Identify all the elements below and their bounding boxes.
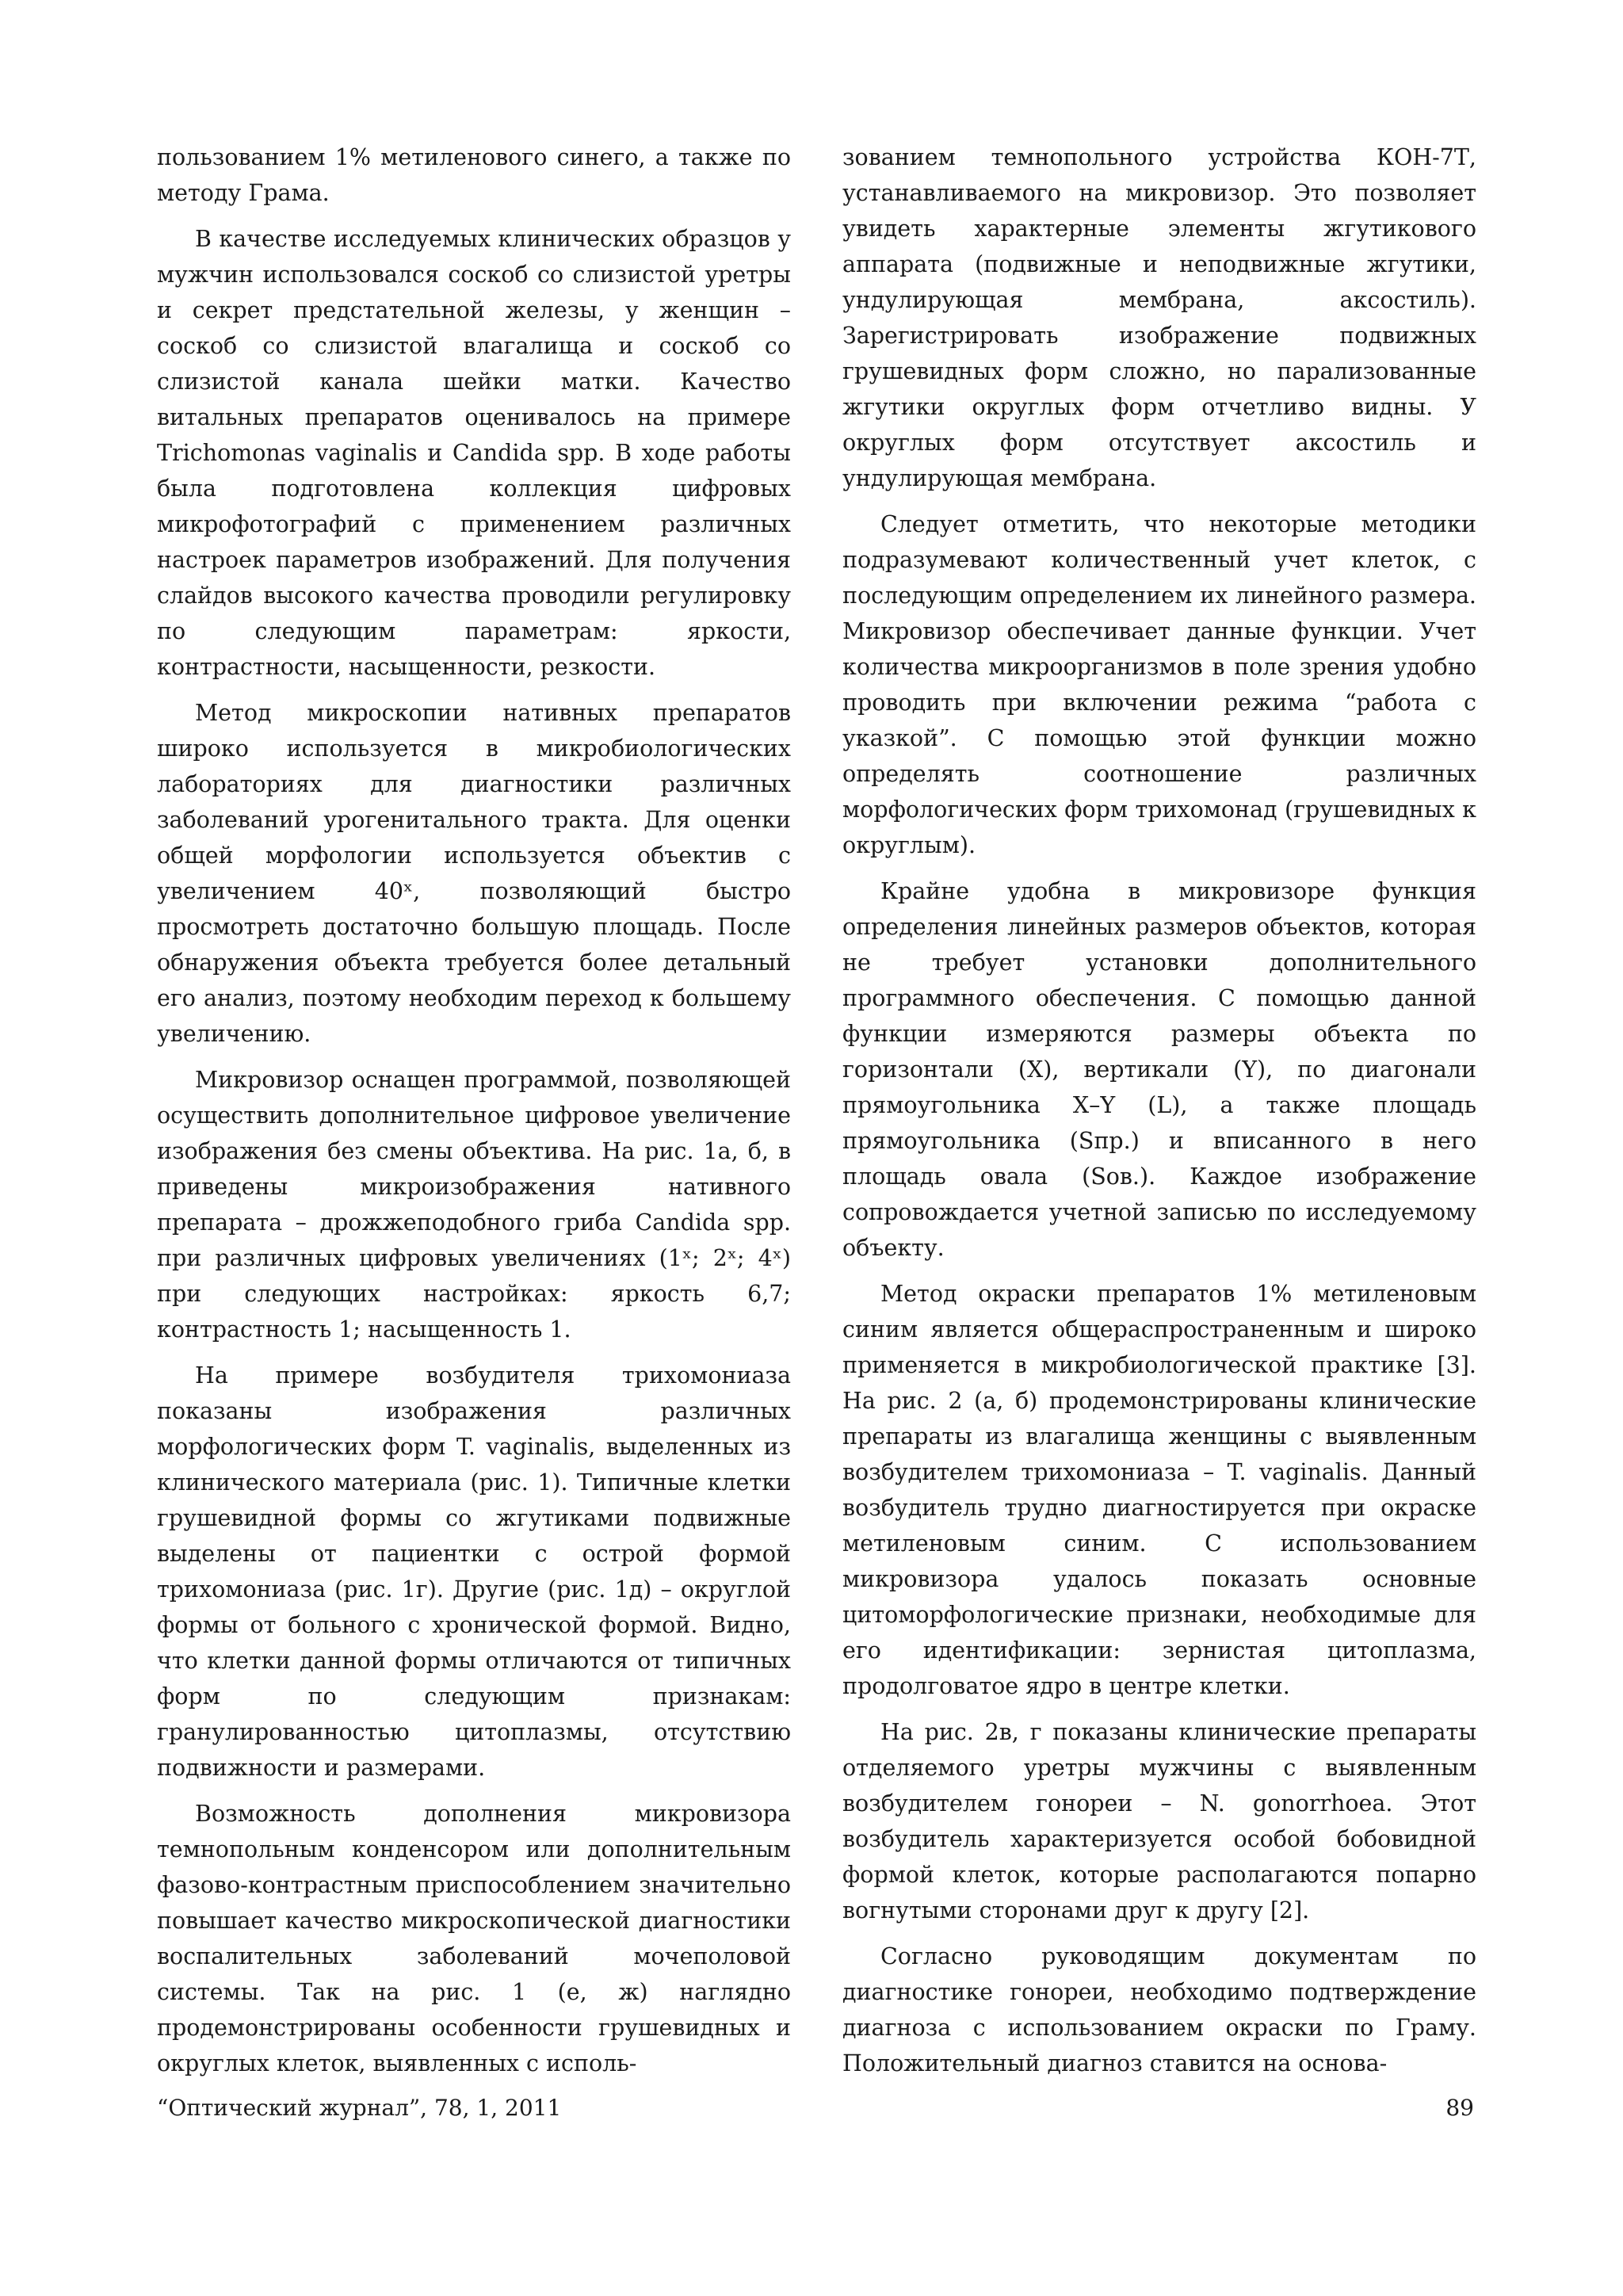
right-column [842,139,1476,2092]
page-number-text: 89 [1445,2095,1474,2121]
footer-journal-citation: “Оптический журнал”, 78, 1, 2011 [157,2095,562,2121]
paragraph: зованием темнопольного устройства КОН-7Т, устанавливаемого на микровизор. Это позволяет увидеть характерные элементы жгутикового аппарата (подвижные и неподвижные жгутики, ундулирующая мембрана, аксостиль). Зарегистрировать изображение подвижных грушевидных форм сложно, но парализованные жгутики округлых форм отчетливо видны. У округлых форм отсутствует аксостиль и ундулирующая мембрана. [842,144,1476,491]
paragraph: На рис. 2в, г показаны клинические препараты отделяемого уретры мужчины с выявленным возбудителем гонореи – N. gonorrhoea. Этот возбудитель характеризуется особой бобовидной формой клеток, которые располагаются попарно вогнутыми сторонами друг к другу [2]. [842,1719,1476,1924]
paragraph: Согласно руководящим документам по диагностике гонореи, необходимо подтверждение диагноза с использованием окраски по Граму. Положительный диагноз ставится на основа- [842,1943,1476,2076]
paragraph: В качестве исследуемых клинических образцов у мужчин использовался соскоб со слизистой уретры и секрет предстательной железы, у женщин – соскоб со слизистой влагалища и соскоб со слизистой канала шейки матки. Качество витальных препаратов оценивалось на примере Trichomonas vaginalis и Candida spp. В ходе работы была подготовлена коллекция цифровых микрофотографий с применением различных настроек параметров изображений. Для получения слайдов высокого качества проводили регулировку по следующим параметрам: яркости, контрастности, насыщенности, резкости. [157,226,791,680]
left-column [157,139,791,2092]
paragraph: пользованием 1% метиленового синего, а также по методу Грама. [157,144,791,206]
paragraph: На примере возбудителя трихомониаза показаны изображения различных морфологических форм T. vaginalis, выделенных из клинического материала (рис. 1). Типичные клетки грушевидной формы со жгутиками подвижные выделены от пациентки с острой формой трихомониаза (рис. 1г). Другие (рис. 1д) – округлой формы от больного с хронической формой. Видно, что клетки данной формы отличаются от типичных форм по следующим признакам: гранулированностью цитоплазмы, отсутствию подвижности и размерами. [157,1362,791,1781]
paragraph: Метод окраски препаратов 1% метиленовым синим является общераспространенным и широко применяется в микробиологической практике [3]. На рис. 2 (а, б) продемонстрированы клинические препараты из влагалища женщины с выявленным возбудителем трихомониаза – T. vaginalis. Данный возбудитель трудно диагностируется при окраске метиленовым синим. С использованием микровизора удалось показать основные цитоморфологические признаки, необходимые для его идентификации: зернистая цитоплазма, продолговатое ядро в центре клетки. [842,1281,1476,1699]
paragraph: Возможность дополнения микровизора темнопольным конденсором или дополнительным фазово-контрастным приспособлением значительно повышает качество микроскопической диагностики воспалительных заболеваний мочеполовой системы. Так на рис. 1 (е, ж) наглядно продемонстрированы особенности грушевидных и округлых клеток, выявленных с исполь- [157,1801,791,2076]
paragraph: Следует отметить, что некоторые методики подразумевают количественный учет клеток, с последующим определением их линейного размера. Микровизор обеспечивает данные функции. Учет количества микроорганизмов в поле зрения удобно проводить при включении режима “работа с указкой”. С помощью этой функции можно определять соотношение различных морфологических форм трихомонад (грушевидных к округлым). [842,511,1476,858]
paragraph: Метод микроскопии нативных препаратов широко используется в микробиологических лабораториях для диагностики различных заболеваний урогенитального тракта. Для оценки общей морфологии используется объектив с увеличением 40ˣ, позволяющий быстро просмотреть достаточно большую площадь. После обнаружения объекта требуется более детальный его анализ, поэтому необходим переход к большему увеличению. [157,700,791,1047]
paragraph: Микровизор оснащен программой, позволяющей осуществить дополнительное цифровое увеличение изображения без смены объектива. На рис. 1а, б, в приведены микроизображения нативного препарата – дрожжеподобного гриба Candida spp. при различных цифровых увеличениях (1ˣ; 2ˣ; 4ˣ) при следующих настройках: яркость 6,7; контрастность 1; насыщенность 1. [157,1067,791,1343]
paragraph: Крайне удобна в микровизоре функция определения линейных размеров объектов, которая не требует установки дополнительного программного обеспечения. С помощью данной функции измеряются размеры объекта по горизонтали (X), вертикали (Y), по диагонали прямоугольника X–Y (L), а также площадь прямоугольника (Sпр.) и вписанного в него площадь овала (Sов.). Каждое изображение сопровождается учетной записью по исследуемому объекту. [842,878,1476,1261]
